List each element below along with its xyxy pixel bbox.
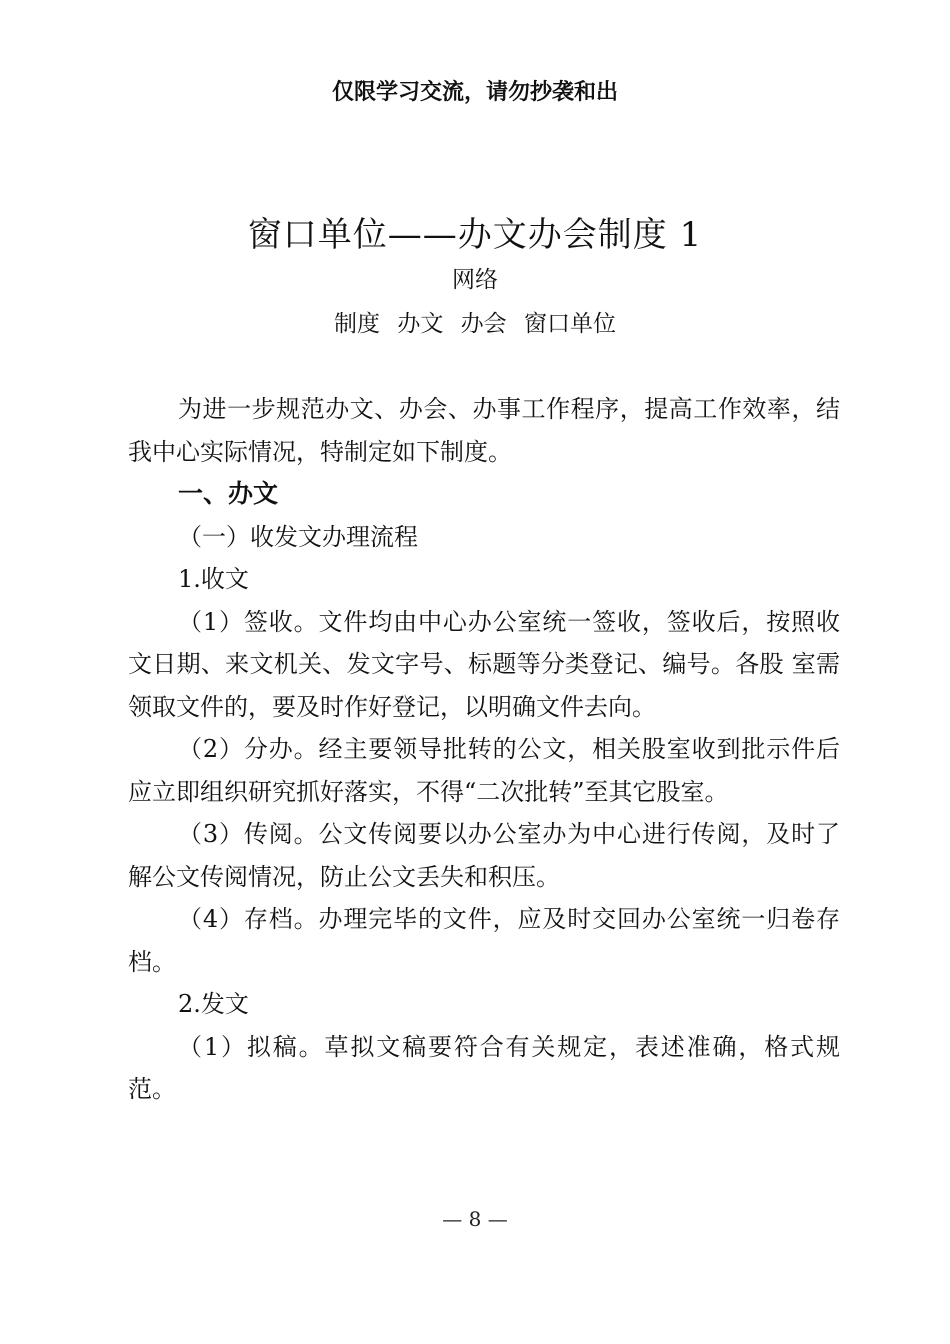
intro-paragraph: 为进一步规范办文、办会、办事工作程序，提高工作效率，结我中心实际情况，特制定如下制度。 <box>128 395 840 466</box>
subsection-heading: （一）收发文办理流程 <box>178 522 418 551</box>
keyword-2: 办文 <box>397 311 444 337</box>
keyword-1: 制度 <box>334 311 381 337</box>
document-title: 窗口单位——办文办会制度 1 <box>247 215 703 255</box>
paragraph-nigao: （1）拟稿。草拟文稿要符合有关规定，表述准确，格式规范。 <box>128 1032 840 1103</box>
document-body <box>128 388 840 1111</box>
document-source: 网络 <box>452 267 498 293</box>
document-keywords <box>0 306 950 342</box>
item-heading-shouwen: 1.收文 <box>178 565 249 593</box>
keyword-3: 办会 <box>460 311 507 337</box>
paragraph-qianshou: （1）签收。文件均由中心办公室统一签收，签收后，按照收文日期、来文机关、发文字号、标题等分类登记、编号。各股 室需领取文件的，要及时作好登记，以明确文件去向。 <box>128 607 840 721</box>
paragraph-cundang: （4）存档。办理完毕的文件，应及时交回办公室统一归卷存档。 <box>128 905 840 976</box>
paragraph-fenban: （2）分办。经主要领导批转的公文，相关股室收到批示件后应立即组织研究抓好落实，不得“二次批转”至其它股室。 <box>128 735 840 806</box>
item-heading-fawen: 2.发文 <box>178 990 249 1018</box>
keyword-4: 窗口单位 <box>523 311 616 337</box>
paragraph-chuanyue: （3）传阅。公文传阅要以办公室办为中心进行传阅，及时了解公文传阅情况，防止公文丢失和积压。 <box>128 820 840 891</box>
section-heading-banwen: 一、办文 <box>178 479 279 508</box>
page-number: — 8 — <box>442 1207 508 1231</box>
header-watermark: 仅限学习交流，请勿抄袭和出 <box>331 80 618 105</box>
